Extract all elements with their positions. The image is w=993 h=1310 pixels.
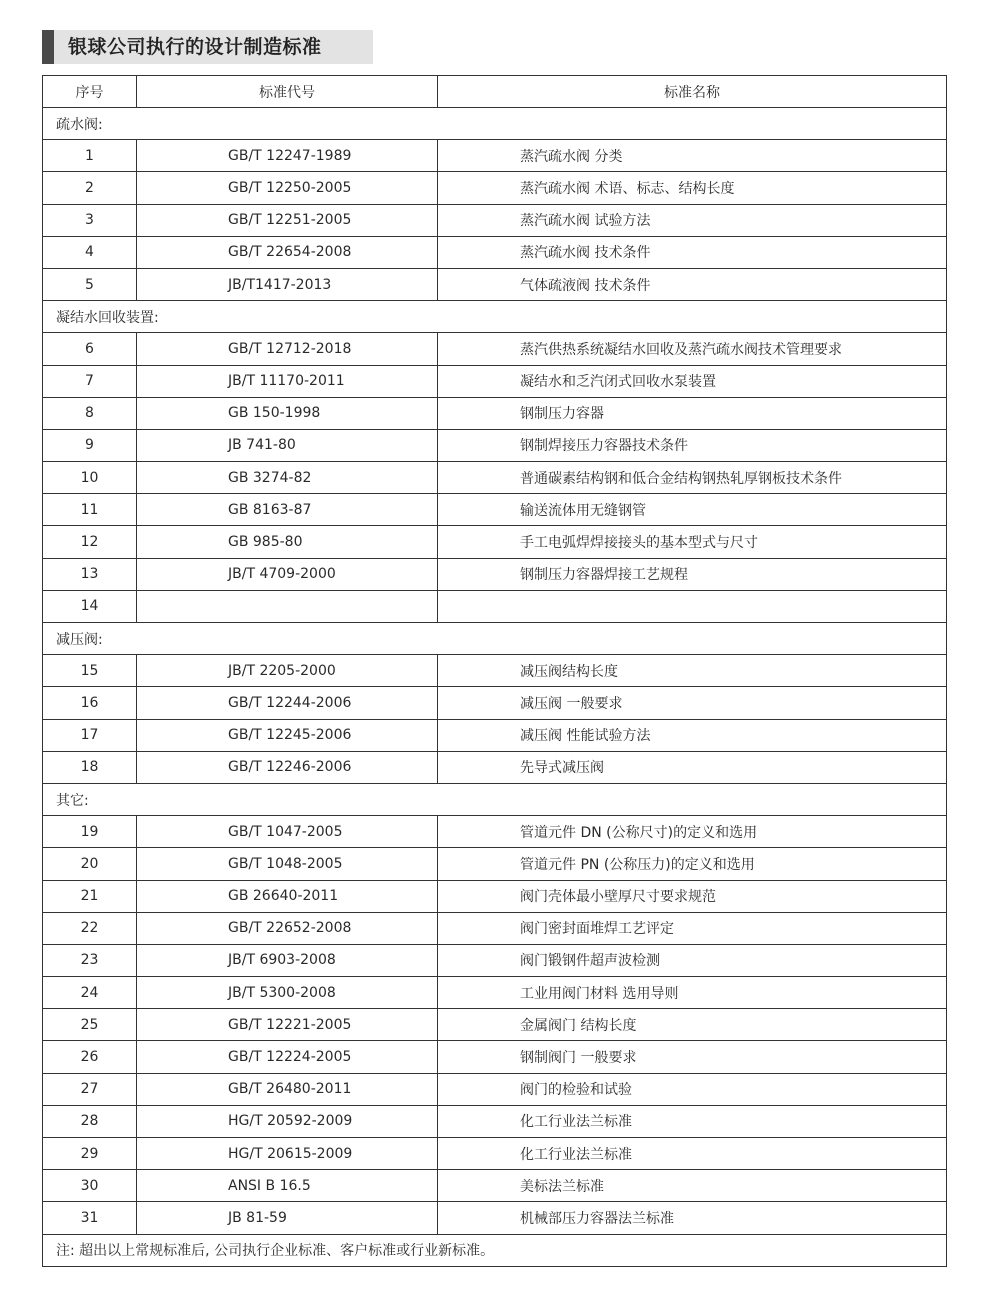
table-row <box>43 848 947 880</box>
cell-code: ANSI B 16.5 <box>137 1170 438 1202</box>
cell-index: 10 <box>43 462 137 494</box>
table-row <box>43 365 947 397</box>
page-title: 银球公司执行的设计制造标准 <box>68 36 322 58</box>
table-row <box>43 268 947 300</box>
table-row <box>43 655 947 687</box>
section-label: 减压阀: <box>43 623 947 655</box>
section-row <box>43 108 947 140</box>
cell-name: 普通碳素结构钢和低合金结构钢热轧厚钢板技术条件 <box>438 462 947 494</box>
cell-index: 12 <box>43 526 137 558</box>
cell-index: 17 <box>43 719 137 751</box>
cell-name: 阀门的检验和试验 <box>438 1073 947 1105</box>
cell-code <box>137 590 438 622</box>
cell-name: 管道元件 PN (公称压力)的定义和选用 <box>438 848 947 880</box>
table-body <box>43 108 947 1235</box>
table-row <box>43 494 947 526</box>
cell-index: 9 <box>43 429 137 461</box>
cell-index: 15 <box>43 655 137 687</box>
cell-name: 化工行业法兰标准 <box>438 1138 947 1170</box>
cell-code: HG/T 20615-2009 <box>137 1138 438 1170</box>
cell-code: JB/T 11170-2011 <box>137 365 438 397</box>
cell-code: GB/T 12712-2018 <box>137 333 438 365</box>
cell-name: 阀门壳体最小壁厚尺寸要求规范 <box>438 880 947 912</box>
cell-name: 蒸汽供热系统凝结水回收及蒸汽疏水阀技术管理要求 <box>438 333 947 365</box>
cell-name: 蒸汽疏水阀 术语、标志、结构长度 <box>438 172 947 204</box>
cell-index: 16 <box>43 687 137 719</box>
cell-name: 钢制阀门 一般要求 <box>438 1041 947 1073</box>
cell-code: HG/T 20592-2009 <box>137 1105 438 1137</box>
table-row <box>43 1202 947 1234</box>
table-row <box>43 462 947 494</box>
table-row <box>43 590 947 622</box>
cell-code: GB/T 12247-1989 <box>137 140 438 172</box>
cell-index: 1 <box>43 140 137 172</box>
cell-index: 20 <box>43 848 137 880</box>
cell-code: GB/T 12245-2006 <box>137 719 438 751</box>
section-label: 其它: <box>43 783 947 815</box>
cell-code: GB/T 1048-2005 <box>137 848 438 880</box>
cell-index: 7 <box>43 365 137 397</box>
cell-code: JB 81-59 <box>137 1202 438 1234</box>
cell-index: 24 <box>43 977 137 1009</box>
cell-code: JB/T 2205-2000 <box>137 655 438 687</box>
cell-code: GB/T 1047-2005 <box>137 816 438 848</box>
cell-name: 减压阀 性能试验方法 <box>438 719 947 751</box>
cell-code: GB 150-1998 <box>137 397 438 429</box>
cell-index: 8 <box>43 397 137 429</box>
section-row <box>43 783 947 815</box>
cell-name: 工业用阀门材料 选用导则 <box>438 977 947 1009</box>
table-row <box>43 1170 947 1202</box>
header-code: 标准代号 <box>137 76 438 108</box>
cell-code: GB/T 12224-2005 <box>137 1041 438 1073</box>
table-row <box>43 1073 947 1105</box>
table-row <box>43 719 947 751</box>
cell-index: 30 <box>43 1170 137 1202</box>
section-row <box>43 623 947 655</box>
cell-name: 先导式减压阀 <box>438 751 947 783</box>
cell-code: JB/T 5300-2008 <box>137 977 438 1009</box>
cell-name: 钢制压力容器焊接工艺规程 <box>438 558 947 590</box>
table-row <box>43 526 947 558</box>
cell-name: 钢制压力容器 <box>438 397 947 429</box>
table-row <box>43 558 947 590</box>
cell-code: GB 985-80 <box>137 526 438 558</box>
cell-index: 26 <box>43 1041 137 1073</box>
header-index: 序号 <box>43 76 137 108</box>
table-row <box>43 977 947 1009</box>
cell-index: 28 <box>43 1105 137 1137</box>
cell-code: GB 3274-82 <box>137 462 438 494</box>
table-row <box>43 140 947 172</box>
section-label: 疏水阀: <box>43 108 947 140</box>
cell-code: GB/T 12244-2006 <box>137 687 438 719</box>
cell-index: 2 <box>43 172 137 204</box>
standards-table <box>42 75 947 1267</box>
cell-index: 6 <box>43 333 137 365</box>
cell-index: 25 <box>43 1009 137 1041</box>
cell-index: 14 <box>43 590 137 622</box>
table-header-row <box>43 76 947 108</box>
section-label: 凝结水回收装置: <box>43 301 947 333</box>
section-row <box>43 301 947 333</box>
cell-name: 蒸汽疏水阀 试验方法 <box>438 204 947 236</box>
table-row <box>43 204 947 236</box>
cell-code: GB 26640-2011 <box>137 880 438 912</box>
table-row <box>43 333 947 365</box>
cell-index: 22 <box>43 912 137 944</box>
cell-code: JB/T 4709-2000 <box>137 558 438 590</box>
table-row <box>43 236 947 268</box>
cell-index: 5 <box>43 268 137 300</box>
table-row <box>43 1041 947 1073</box>
table-row <box>43 1138 947 1170</box>
cell-index: 13 <box>43 558 137 590</box>
cell-code: JB 741-80 <box>137 429 438 461</box>
cell-name: 阀门密封面堆焊工艺评定 <box>438 912 947 944</box>
cell-name: 蒸汽疏水阀 技术条件 <box>438 236 947 268</box>
table-row <box>43 397 947 429</box>
footnote: 注: 超出以上常规标准后, 公司执行企业标准、客户标准或行业新标准。 <box>43 1234 947 1266</box>
cell-name <box>438 590 947 622</box>
cell-index: 21 <box>43 880 137 912</box>
cell-index: 4 <box>43 236 137 268</box>
table-row <box>43 1009 947 1041</box>
cell-code: GB 8163-87 <box>137 494 438 526</box>
table-row <box>43 429 947 461</box>
table-row <box>43 172 947 204</box>
cell-index: 29 <box>43 1138 137 1170</box>
cell-name: 化工行业法兰标准 <box>438 1105 947 1137</box>
cell-name: 金属阀门 结构长度 <box>438 1009 947 1041</box>
table-row <box>43 880 947 912</box>
cell-name: 减压阀 一般要求 <box>438 687 947 719</box>
table-row <box>43 816 947 848</box>
cell-name: 气体疏液阀 技术条件 <box>438 268 947 300</box>
cell-name: 管道元件 DN (公称尺寸)的定义和选用 <box>438 816 947 848</box>
cell-name: 钢制焊接压力容器技术条件 <box>438 429 947 461</box>
cell-code: GB/T 22652-2008 <box>137 912 438 944</box>
cell-code: JB/T 6903-2008 <box>137 944 438 976</box>
title-accent-bar <box>42 30 54 64</box>
cell-code: GB/T 22654-2008 <box>137 236 438 268</box>
cell-code: GB/T 12246-2006 <box>137 751 438 783</box>
cell-name: 蒸汽疏水阀 分类 <box>438 140 947 172</box>
title-bar <box>42 30 373 64</box>
table-row <box>43 1105 947 1137</box>
table-row <box>43 912 947 944</box>
table-row <box>43 751 947 783</box>
table-row <box>43 687 947 719</box>
cell-name: 减压阀结构长度 <box>438 655 947 687</box>
cell-code: GB/T 12251-2005 <box>137 204 438 236</box>
note-row <box>43 1234 947 1266</box>
cell-index: 23 <box>43 944 137 976</box>
cell-code: GB/T 26480-2011 <box>137 1073 438 1105</box>
cell-code: GB/T 12221-2005 <box>137 1009 438 1041</box>
cell-index: 11 <box>43 494 137 526</box>
cell-index: 18 <box>43 751 137 783</box>
cell-index: 19 <box>43 816 137 848</box>
cell-name: 手工电弧焊焊接接头的基本型式与尺寸 <box>438 526 947 558</box>
cell-index: 31 <box>43 1202 137 1234</box>
cell-name: 机械部压力容器法兰标准 <box>438 1202 947 1234</box>
cell-name: 输送流体用无缝钢管 <box>438 494 947 526</box>
table-row <box>43 944 947 976</box>
cell-index: 27 <box>43 1073 137 1105</box>
cell-index: 3 <box>43 204 137 236</box>
cell-name: 阀门锻钢件超声波检测 <box>438 944 947 976</box>
cell-name: 凝结水和乏汽闭式回收水泵装置 <box>438 365 947 397</box>
cell-code: GB/T 12250-2005 <box>137 172 438 204</box>
header-name: 标准名称 <box>438 76 947 108</box>
cell-code: JB/T1417-2013 <box>137 268 438 300</box>
cell-name: 美标法兰标准 <box>438 1170 947 1202</box>
